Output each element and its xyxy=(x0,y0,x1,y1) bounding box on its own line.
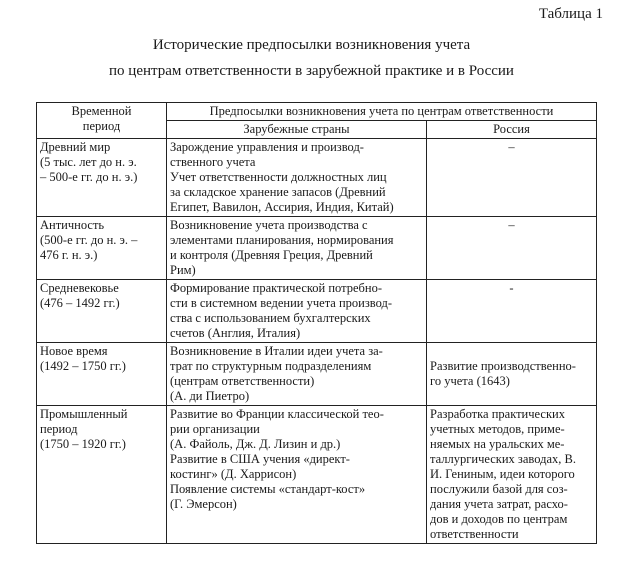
header-foreign: Зарубежные страны xyxy=(167,121,427,139)
period-cell: Промышленный период (1750 – 1920 гг.) xyxy=(37,406,167,544)
period-cell: Средневековье (476 – 1492 гг.) xyxy=(37,280,167,343)
header-preconditions: Предпосылки возникновения учета по центрам ответственности xyxy=(167,103,597,121)
table-row xyxy=(37,343,597,406)
period-cell: Древний мир (5 тыс. лет до н. э. – 500-е гг. до н. э.) xyxy=(37,139,167,217)
russia-cell: - xyxy=(427,280,597,343)
table-row xyxy=(37,217,597,280)
foreign-cell: Возникновение учета производства с элементами планирования, нормирования и контроля (Древняя Греция, Древний Рим) xyxy=(167,217,427,280)
foreign-cell: Зарождение управления и производ- ственного учета Учет ответственности должностных лиц за складское хранение запасов (Древний Египет, Вавилон, Ассирия, Индия, Китай) xyxy=(167,139,427,217)
table-title-line-1: Исторические предпосылки возникновения учета xyxy=(152,37,471,53)
russia-cell: Разработка практических учетных методов, приме- няемых на уральских ме- таллургических заводах, В. И. Гениным, идеи которого послужили базой для соз- дания учета затрат, расхо- дов и доходов по центрам ответственности xyxy=(427,406,597,544)
foreign-cell: Развитие во Франции классической тео- рии организации (А. Файоль, Дж. Д. Лизин и др.) Развитие в США учения «директ- костинг» (Д. Харрисон) Появление системы «стандарт-кост» (Г. Эмерсон) xyxy=(167,406,427,544)
foreign-cell: Возникновение в Италии идеи учета за- трат по структурным подразделениям (центрам ответственности) (А. ди Пиетро) xyxy=(167,343,427,406)
russia-cell: – xyxy=(427,139,597,217)
header-russia: Россия xyxy=(427,121,597,139)
preconditions-table xyxy=(36,102,597,544)
table-title-line-2: по центрам ответственности в зарубежной практике и в России xyxy=(109,63,514,79)
russia-cell: Развитие производственно- го учета (1643) xyxy=(427,343,597,406)
table-row xyxy=(37,280,597,343)
foreign-cell: Формирование практической потребно- сти в системном ведении учета производ- ства с использованием бухгалтерских счетов (Англия, Италия) xyxy=(167,280,427,343)
period-cell: Античность (500-е гг. до н. э. – 476 г. н. э.) xyxy=(37,217,167,280)
table-number-label: Таблица 1 xyxy=(538,6,603,22)
period-cell: Новое время (1492 – 1750 гг.) xyxy=(37,343,167,406)
table-row xyxy=(37,139,597,217)
header-period: Временной период xyxy=(37,103,167,139)
table-row xyxy=(37,406,597,544)
russia-cell: – xyxy=(427,217,597,280)
